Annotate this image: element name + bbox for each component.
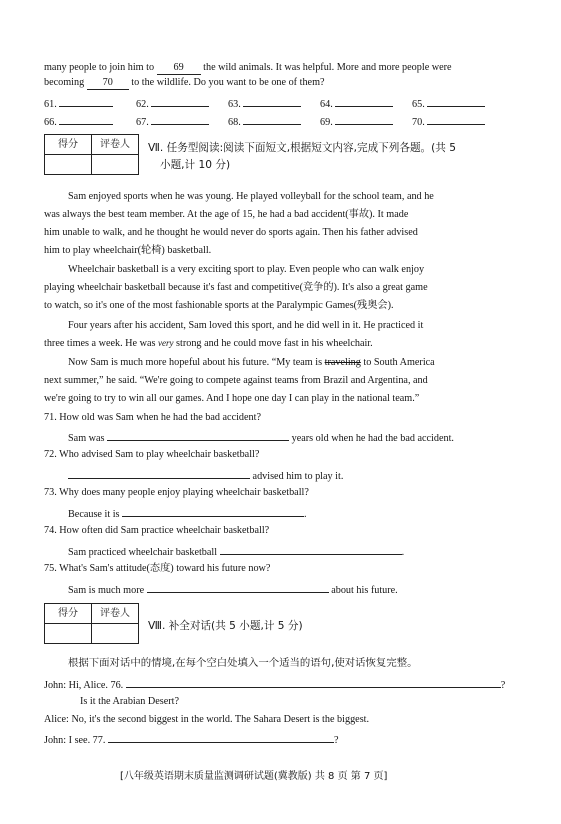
passage-line: to watch, so it's one of the most fashionable sports at the Paralympic Games(残奥会).: [44, 300, 394, 311]
answer-blank-71[interactable]: [107, 430, 289, 441]
section-8-title: Ⅷ. 补全对话(共 5 小题,计 5 分): [148, 620, 303, 632]
passage-line: [68, 357, 435, 369]
blank-70: 70: [87, 77, 129, 90]
answer-blank[interactable]: [335, 114, 393, 125]
answer-slot-65: [412, 96, 485, 111]
question-72: 72. Who advised Sam to play wheelchair basketball?: [44, 449, 260, 460]
text-segment: Now Sam is much more hopeful about his future. “My team is: [68, 357, 323, 368]
answer-number: 62.: [136, 99, 149, 110]
text-segment: Sam is much more: [68, 585, 145, 596]
score-label: 得分: [45, 604, 92, 624]
text-segment: ?: [500, 680, 506, 691]
answer-blank[interactable]: [59, 96, 113, 107]
text-segment: ?: [333, 735, 339, 746]
passage-line: we're going to try to win all our games. And I hope one day I can play in the national team.”: [44, 393, 420, 404]
handwritten-word: very: [158, 338, 174, 348]
answer-slot-69: [320, 114, 393, 129]
text-segment: many people to join him to: [44, 62, 155, 73]
passage-line-top-1: [44, 62, 452, 75]
answer-blank[interactable]: [151, 96, 209, 107]
answer-number: 66.: [44, 117, 57, 128]
answer-number: 65.: [412, 99, 425, 110]
text-segment: the wild animals. It was helpful. More and more people were: [203, 62, 452, 73]
grader-cell[interactable]: [92, 155, 139, 175]
question-73: 73. Why does many people enjoy playing wheelchair basketball?: [44, 487, 309, 498]
dialogue-line: Is it the Arabian Desert?: [80, 696, 180, 707]
answer-slot-62: [136, 96, 209, 111]
question-75: 75. What's Sam's attitude(态度) toward his future now?: [44, 563, 271, 574]
blank-69: 69: [157, 62, 201, 75]
answer-line-73: [68, 506, 307, 521]
passage-line-top-2: [44, 77, 325, 90]
answer-blank[interactable]: [59, 114, 113, 125]
passage-line: playing wheelchair basketball because it's fast and competitive(竞争的). It's also a great game: [44, 282, 428, 293]
section-7-title-line-1: Ⅶ. 任务型阅读:阅读下面短文,根据短文内容,完成下列各题。(共 5: [148, 142, 456, 154]
answer-slot-64: [320, 96, 393, 111]
answer-blank[interactable]: [243, 114, 301, 125]
answer-row-1: [44, 96, 514, 112]
passage-line: next summer,” he said. “We're going to compete against teams from Brazil and Argentina, and: [44, 375, 428, 386]
grader-cell[interactable]: [92, 624, 139, 644]
answer-slot-70: [412, 114, 485, 129]
text-segment: becoming: [44, 77, 85, 88]
answer-number: 64.: [320, 99, 333, 110]
answer-blank[interactable]: [335, 96, 393, 107]
text-segment: advised him to play it.: [252, 471, 344, 482]
struck-word: traveling: [324, 357, 361, 368]
answer-line-74: [68, 544, 404, 559]
text-segment: Because it is: [68, 509, 120, 520]
score-cell[interactable]: [45, 624, 92, 644]
passage-line: Sam enjoyed sports when he was young. He played volleyball for the school team, and he: [68, 191, 434, 202]
passage-line: him to play wheelchair(轮椅) basketball.: [44, 245, 212, 256]
answer-number: 70.: [412, 117, 425, 128]
answer-blank-73[interactable]: [122, 506, 304, 517]
text-segment: about his future.: [331, 585, 398, 596]
score-box-section-8: [44, 603, 139, 644]
section-8-instructions: 根据下面对话中的情境,在每个空白处填入一个适当的语句,使对话恢复完整。: [68, 657, 418, 669]
answer-row-2: [44, 114, 514, 130]
dialogue-line: Alice: No, it's the second biggest in the world. The Sahara Desert is the biggest.: [44, 714, 370, 725]
answer-blank[interactable]: [151, 114, 209, 125]
score-box-section-7: [44, 134, 139, 175]
answer-number: 61.: [44, 99, 57, 110]
answer-blank[interactable]: [427, 96, 485, 107]
answer-line-72: [68, 468, 343, 483]
answer-blank-72[interactable]: [68, 468, 250, 479]
answer-slot-66: [44, 114, 113, 129]
dialogue-line-77: [44, 732, 338, 747]
text-segment: to the wildlife. Do you want to be one of them?: [131, 77, 325, 88]
answer-slot-61: [44, 96, 113, 111]
text-segment: years old when he had the bad accident.: [291, 433, 454, 444]
answer-slot-67: [136, 114, 209, 129]
question-74: 74. How often did Sam practice wheelchair basketball?: [44, 525, 270, 536]
passage-line: [44, 338, 373, 350]
answer-number: 67.: [136, 117, 149, 128]
passage-line: Four years after his accident, Sam loved this sport, and he did well in it. He practiced it: [68, 320, 424, 331]
score-label: 得分: [45, 135, 92, 155]
text-segment: Sam was: [68, 433, 105, 444]
answer-slot-63: [228, 96, 301, 111]
answer-blank-74[interactable]: [220, 544, 402, 555]
answer-number: 69.: [320, 117, 333, 128]
text-segment: .: [401, 547, 405, 558]
passage-line: was always the best team member. At the age of 15, he had a bad accident(事故). It made: [44, 209, 409, 220]
page-footer: [八年级英语期末质量监测调研试题(冀教版) 共 8 页 第 7 页]: [120, 771, 388, 782]
question-71: 71. How old was Sam when he had the bad accident?: [44, 412, 261, 423]
grader-label: 评卷人: [92, 604, 139, 624]
answer-blank-77[interactable]: [108, 732, 334, 743]
answer-slot-68: [228, 114, 301, 129]
speaker-line: John: Hi, Alice. 76.: [44, 680, 124, 691]
text-segment: three times a week. He was: [44, 338, 156, 349]
answer-blank-75[interactable]: [147, 582, 329, 593]
text-segment: Sam practiced wheelchair basketball: [68, 547, 218, 558]
score-cell[interactable]: [45, 155, 92, 175]
answer-line-75: [68, 582, 398, 597]
passage-line: him unable to walk, and he thought he would never do sports again. Then his father advised: [44, 227, 418, 238]
text-segment: strong and he could move fast in his wheelchair.: [176, 338, 373, 349]
answer-blank-76[interactable]: [126, 677, 501, 688]
passage-line: Wheelchair basketball is a very exciting sport to play. Even people who can walk enjoy: [68, 264, 425, 275]
text-segment: to South America: [363, 357, 435, 368]
speaker-line: John: I see. 77.: [44, 735, 106, 746]
section-7-title-line-2: 小题,计 10 分): [160, 159, 231, 171]
dialogue-line-76: [44, 677, 505, 692]
answer-number: 68.: [228, 117, 241, 128]
answer-blank[interactable]: [243, 96, 301, 107]
text-segment: .: [304, 509, 307, 520]
answer-line-71: [68, 430, 454, 445]
answer-number: 63.: [228, 99, 241, 110]
grader-label: 评卷人: [92, 135, 139, 155]
answer-blank[interactable]: [427, 114, 485, 125]
